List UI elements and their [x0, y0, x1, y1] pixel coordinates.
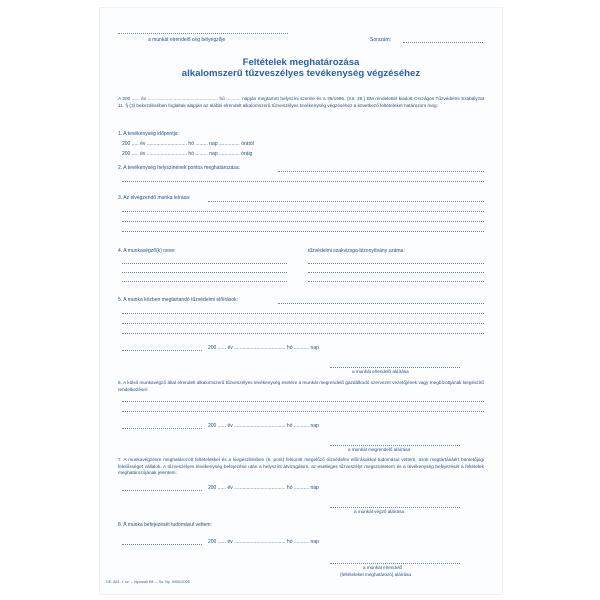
section-3-line[interactable] — [122, 231, 484, 232]
stamp-line[interactable] — [118, 33, 288, 34]
section-5-signature: a munkát elrendelő aláírása — [352, 369, 409, 374]
section-6-line[interactable] — [122, 411, 484, 412]
section-5-date[interactable]: 200 ...... év ..................................... hó ........... nap — [208, 345, 319, 351]
form-title-line1: Feltételek meghatározása — [242, 57, 360, 68]
place-line[interactable] — [122, 490, 202, 491]
signature-line[interactable] — [330, 507, 460, 508]
section-5-label: 5. A munka közben megtartandó tűzvédelmi előírások: — [118, 297, 239, 303]
place-line[interactable] — [122, 428, 202, 429]
section-5-line[interactable] — [122, 333, 484, 334]
section-5-line[interactable] — [122, 313, 484, 314]
signature-line[interactable] — [330, 445, 460, 446]
section-3-line[interactable] — [122, 211, 484, 212]
section-6-signature: a munkát megrendelő aláírása — [348, 447, 411, 452]
stamp-caption: a munkát elrendelő cég bélyegzője — [148, 37, 226, 43]
section-5-line[interactable] — [122, 323, 484, 324]
section-1-from[interactable]: 200 ..... év ............................. hó ......... nap ............... órától — [122, 141, 254, 147]
worker-name-line[interactable] — [122, 272, 287, 273]
section-3-line[interactable] — [122, 221, 484, 222]
signature-line[interactable] — [330, 367, 460, 368]
signature-line[interactable] — [330, 563, 460, 564]
intro-paragraph: A 200 ...... év ...................................................... hó ........... napján megtartott helyszíni szemle és a 35/1996. (XII. 29.) BM rendelettel kiadott Országos Tűzvédelmi Szabályzat 11. § (3) bekezdésében foglaltak alapján az alábbi elrendelt alkalomszerű tűzveszélyes tevékenység végzéséhez a következő feltételeket határozom meg: — [118, 96, 484, 108]
section-6-date[interactable]: 200 ...... év ..................................... hó ........... nap — [208, 423, 319, 429]
section-8-signature-line2: (feltételeket meghatározó) aláírása — [340, 572, 411, 577]
section-2-line[interactable] — [278, 171, 484, 172]
section-1-to[interactable]: 200 ..... év ............................. hó ......... nap ............... óráig — [122, 151, 253, 157]
place-line[interactable] — [122, 350, 202, 351]
section-2-line[interactable] — [122, 181, 484, 182]
section-8-label: 8. A munka befejezését tudomásul vettem: — [118, 522, 212, 528]
section-8-date[interactable]: 200 ...... év ..................................... hó ........... nap — [208, 539, 319, 545]
section-2-label: 2. A tevékenység helyszínének pontos meghatározása: — [118, 165, 241, 171]
section-7-label: 7. A munkavégzésre meghatározott feltételekkel és a kiegészítésben (6. pont) felsorolt megelőző tűzvédelmi előírásokkal tudomásul vettem, azok megtartásáért büntetőjogi felelősséget vállalok. A tűzveszélyes tevékenység befejezése után a helyszínt átvizsgálom, az esetleges tűzveszélyt megszüntetem és a tevékenység befejezését a feltételek meghatározójának jelentem. — [118, 457, 484, 476]
section-8-signature-line1: a munkát elrendelő — [363, 565, 403, 570]
section-5-line[interactable] — [278, 303, 484, 304]
section-4-label: 4. A munkavégző(k) neve: — [118, 248, 176, 254]
certificate-number-line[interactable] — [308, 263, 484, 264]
section-7-signature: a munkát végző aláírása — [354, 509, 405, 514]
worker-name-line[interactable] — [122, 263, 287, 264]
section-7-date[interactable]: 200 ...... év ..................................... hó ........... nap — [208, 485, 319, 491]
serial-label: Sorszám: — [370, 37, 392, 43]
section-6-line[interactable] — [122, 401, 484, 402]
form-title-line2: alkalomszerű tűzveszélyes tevékenység végzéséhez — [181, 68, 421, 79]
form-page — [100, 8, 502, 594]
section-4-label-right: tűzvédelmi szakvizsga-bizonyítvány száma: — [308, 248, 405, 254]
certificate-number-line[interactable] — [308, 272, 484, 273]
section-3-line[interactable] — [208, 201, 484, 202]
section-6-label: 6. A külső munkavégző által elrendelt alkalomszerű tűzveszélyes tevékenység esetére a munkát megrendelő gazdálkodó szervezet vezetőjének vagy megbízottjának kiegészítő rendelkezései: — [118, 380, 484, 392]
serial-field[interactable] — [403, 42, 483, 43]
worker-name-line[interactable] — [122, 281, 287, 282]
section-3-label: 3. Az elvégzendő munka leírása: — [118, 195, 191, 201]
footer-print-info: DE. 861. r. sz. – Nyomell Kft. – Sz. Ny. 9000/2006 — [106, 580, 190, 584]
place-line[interactable] — [122, 544, 202, 545]
section-1-label: 1. A tevékenység időpontja: — [118, 131, 179, 137]
certificate-number-line[interactable] — [308, 281, 484, 282]
